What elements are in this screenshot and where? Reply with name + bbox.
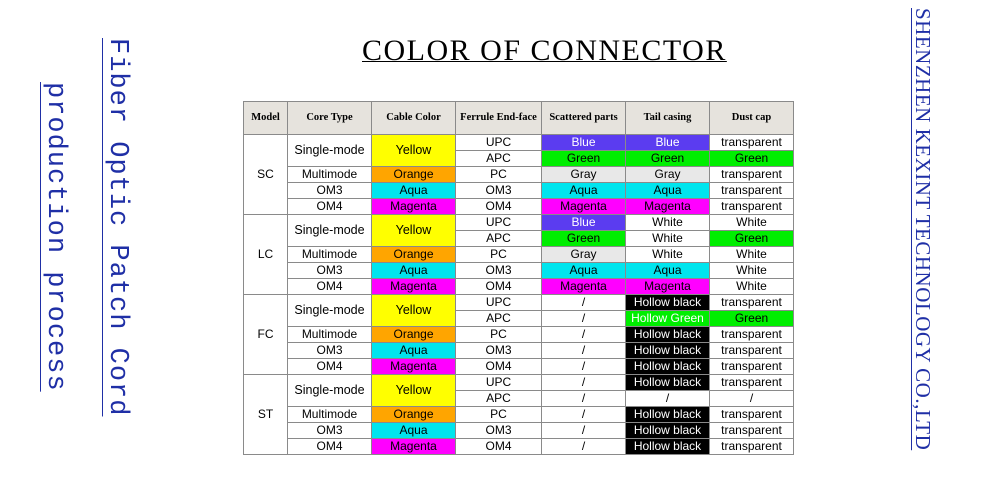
dust-cap-cell: transparent bbox=[710, 183, 794, 199]
dust-cap-cell: Green bbox=[710, 231, 794, 247]
ferrule-end-face-cell: PC bbox=[456, 327, 542, 343]
scattered-parts-cell: / bbox=[542, 327, 626, 343]
model-cell: SC bbox=[244, 135, 288, 215]
tail-casing-cell: Hollow black bbox=[626, 423, 710, 439]
model-cell: LC bbox=[244, 215, 288, 295]
scattered-parts-cell: / bbox=[542, 391, 626, 407]
table-body bbox=[244, 135, 794, 455]
table-row bbox=[244, 375, 794, 391]
dust-cap-cell: transparent bbox=[710, 295, 794, 311]
scattered-parts-cell: Magenta bbox=[542, 199, 626, 215]
ferrule-end-face-cell: OM3 bbox=[456, 183, 542, 199]
model-cell: FC bbox=[244, 295, 288, 375]
ferrule-end-face-cell: PC bbox=[456, 167, 542, 183]
core-type-cell: Single-mode bbox=[288, 135, 372, 167]
scattered-parts-cell: / bbox=[542, 343, 626, 359]
core-type-cell: OM3 bbox=[288, 423, 372, 439]
dust-cap-cell: transparent bbox=[710, 375, 794, 391]
scattered-parts-cell: / bbox=[542, 423, 626, 439]
scattered-parts-cell: / bbox=[542, 407, 626, 423]
table-header-row bbox=[244, 102, 794, 135]
dust-cap-cell: Green bbox=[710, 311, 794, 327]
cable-color-cell: Magenta bbox=[372, 359, 456, 375]
cable-color-cell: Orange bbox=[372, 407, 456, 423]
scattered-parts-cell: Aqua bbox=[542, 263, 626, 279]
scattered-parts-cell: Blue bbox=[542, 135, 626, 151]
tail-casing-cell: Hollow black bbox=[626, 407, 710, 423]
ferrule-end-face-cell: APC bbox=[456, 231, 542, 247]
ferrule-end-face-cell: PC bbox=[456, 247, 542, 263]
dust-cap-cell: White bbox=[710, 247, 794, 263]
cable-color-cell: Magenta bbox=[372, 439, 456, 455]
ferrule-end-face-cell: APC bbox=[456, 311, 542, 327]
table-row bbox=[244, 423, 794, 439]
cable-color-cell: Aqua bbox=[372, 343, 456, 359]
header-tail-casing: Tail casing bbox=[626, 102, 710, 135]
table-row bbox=[244, 183, 794, 199]
core-type-cell: OM3 bbox=[288, 183, 372, 199]
table-row bbox=[244, 279, 794, 295]
cable-color-cell: Aqua bbox=[372, 183, 456, 199]
tail-casing-cell: Green bbox=[626, 151, 710, 167]
scattered-parts-cell: Magenta bbox=[542, 279, 626, 295]
dust-cap-cell: transparent bbox=[710, 167, 794, 183]
tail-casing-cell: Hollow black bbox=[626, 327, 710, 343]
cable-color-cell: Yellow bbox=[372, 135, 456, 167]
core-type-cell: OM3 bbox=[288, 263, 372, 279]
tail-casing-cell: Magenta bbox=[626, 279, 710, 295]
ferrule-end-face-cell: PC bbox=[456, 407, 542, 423]
tail-casing-cell: Hollow black bbox=[626, 295, 710, 311]
dust-cap-cell: transparent bbox=[710, 327, 794, 343]
scattered-parts-cell: Gray bbox=[542, 247, 626, 263]
ferrule-end-face-cell: OM4 bbox=[456, 439, 542, 455]
tail-casing-cell: Hollow Green bbox=[626, 311, 710, 327]
tail-casing-cell: Magenta bbox=[626, 199, 710, 215]
ferrule-end-face-cell: OM4 bbox=[456, 199, 542, 215]
core-type-cell: Multimode bbox=[288, 167, 372, 183]
core-type-cell: OM4 bbox=[288, 279, 372, 295]
header-model: Model bbox=[244, 102, 288, 135]
scattered-parts-cell: / bbox=[542, 359, 626, 375]
scattered-parts-cell: Gray bbox=[542, 167, 626, 183]
ferrule-end-face-cell: APC bbox=[456, 151, 542, 167]
cable-color-cell: Orange bbox=[372, 327, 456, 343]
dust-cap-cell: transparent bbox=[710, 407, 794, 423]
table-row bbox=[244, 263, 794, 279]
dust-cap-cell: transparent bbox=[710, 359, 794, 375]
table-row bbox=[244, 439, 794, 455]
core-type-cell: Multimode bbox=[288, 407, 372, 423]
ferrule-end-face-cell: APC bbox=[456, 391, 542, 407]
dust-cap-cell: White bbox=[710, 279, 794, 295]
scattered-parts-cell: Green bbox=[542, 151, 626, 167]
ferrule-end-face-cell: OM3 bbox=[456, 343, 542, 359]
table-row bbox=[244, 407, 794, 423]
table-row bbox=[244, 199, 794, 215]
side-title-line2: production process bbox=[40, 82, 70, 392]
core-type-cell: OM4 bbox=[288, 199, 372, 215]
tail-casing-cell: White bbox=[626, 247, 710, 263]
cable-color-cell: Yellow bbox=[372, 375, 456, 407]
dust-cap-cell: transparent bbox=[710, 439, 794, 455]
dust-cap-cell: transparent bbox=[710, 199, 794, 215]
header-scattered-parts: Scattered parts bbox=[542, 102, 626, 135]
dust-cap-cell: / bbox=[710, 391, 794, 407]
tail-casing-cell: White bbox=[626, 215, 710, 231]
header-cable-color: Cable Color bbox=[372, 102, 456, 135]
table-row bbox=[244, 167, 794, 183]
scattered-parts-cell: / bbox=[542, 439, 626, 455]
scattered-parts-cell: Aqua bbox=[542, 183, 626, 199]
model-cell: ST bbox=[244, 375, 288, 455]
header-ferrule-end-face: Ferrule End-face bbox=[456, 102, 542, 135]
header-core-type: Core Type bbox=[288, 102, 372, 135]
tail-casing-cell: Hollow black bbox=[626, 343, 710, 359]
table-row bbox=[244, 343, 794, 359]
scattered-parts-cell: / bbox=[542, 375, 626, 391]
ferrule-end-face-cell: OM3 bbox=[456, 423, 542, 439]
tail-casing-cell: Gray bbox=[626, 167, 710, 183]
core-type-cell: Multimode bbox=[288, 247, 372, 263]
cable-color-cell: Yellow bbox=[372, 295, 456, 327]
core-type-cell: OM4 bbox=[288, 439, 372, 455]
cable-color-cell: Yellow bbox=[372, 215, 456, 247]
ferrule-end-face-cell: UPC bbox=[456, 135, 542, 151]
cable-color-cell: Magenta bbox=[372, 279, 456, 295]
tail-casing-cell: Hollow black bbox=[626, 439, 710, 455]
table-row bbox=[244, 327, 794, 343]
table-row bbox=[244, 295, 794, 311]
tail-casing-cell: / bbox=[626, 391, 710, 407]
cable-color-cell: Orange bbox=[372, 247, 456, 263]
dust-cap-cell: Green bbox=[710, 151, 794, 167]
core-type-cell: Single-mode bbox=[288, 295, 372, 327]
header-dust-cap: Dust cap bbox=[710, 102, 794, 135]
dust-cap-cell: White bbox=[710, 215, 794, 231]
scattered-parts-cell: / bbox=[542, 311, 626, 327]
page-title: COLOR OF CONNECTOR bbox=[362, 34, 727, 67]
scattered-parts-cell: Green bbox=[542, 231, 626, 247]
table-row bbox=[244, 135, 794, 151]
core-type-cell: OM4 bbox=[288, 359, 372, 375]
tail-casing-cell: Aqua bbox=[626, 183, 710, 199]
ferrule-end-face-cell: OM4 bbox=[456, 279, 542, 295]
tail-casing-cell: Aqua bbox=[626, 263, 710, 279]
ferrule-end-face-cell: OM3 bbox=[456, 263, 542, 279]
cable-color-cell: Orange bbox=[372, 167, 456, 183]
core-type-cell: OM3 bbox=[288, 343, 372, 359]
dust-cap-cell: White bbox=[710, 263, 794, 279]
tail-casing-cell: White bbox=[626, 231, 710, 247]
tail-casing-cell: Hollow black bbox=[626, 359, 710, 375]
core-type-cell: Single-mode bbox=[288, 215, 372, 247]
ferrule-end-face-cell: UPC bbox=[456, 295, 542, 311]
dust-cap-cell: transparent bbox=[710, 423, 794, 439]
table-row bbox=[244, 247, 794, 263]
cable-color-cell: Aqua bbox=[372, 263, 456, 279]
tail-casing-cell: Blue bbox=[626, 135, 710, 151]
dust-cap-cell: transparent bbox=[710, 343, 794, 359]
company-name: SHENZHEN KEXINT TECHNOLOGY CO.,LTD bbox=[911, 8, 935, 451]
ferrule-end-face-cell: UPC bbox=[456, 215, 542, 231]
dust-cap-cell: transparent bbox=[710, 135, 794, 151]
tail-casing-cell: Hollow black bbox=[626, 375, 710, 391]
core-type-cell: Multimode bbox=[288, 327, 372, 343]
connector-color-table bbox=[243, 101, 794, 455]
table-row bbox=[244, 359, 794, 375]
table-row bbox=[244, 215, 794, 231]
scattered-parts-cell: / bbox=[542, 295, 626, 311]
ferrule-end-face-cell: UPC bbox=[456, 375, 542, 391]
cable-color-cell: Magenta bbox=[372, 199, 456, 215]
cable-color-cell: Aqua bbox=[372, 423, 456, 439]
core-type-cell: Single-mode bbox=[288, 375, 372, 407]
side-title-line1: Fiber Optic Patch Cord bbox=[102, 38, 132, 417]
scattered-parts-cell: Blue bbox=[542, 215, 626, 231]
ferrule-end-face-cell: OM4 bbox=[456, 359, 542, 375]
